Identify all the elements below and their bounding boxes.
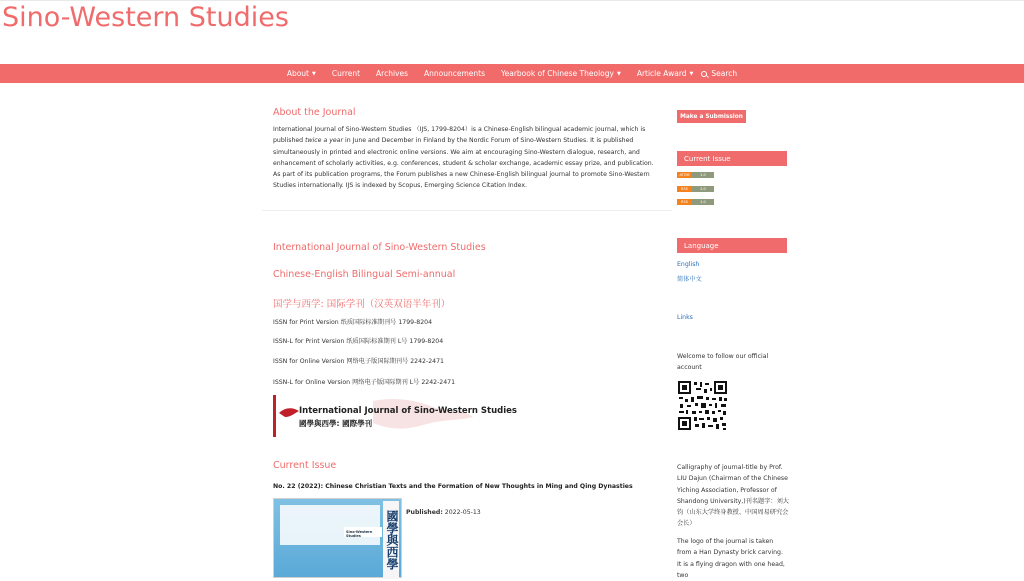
issue-title-link[interactable]: No. 22 (2022): Chinese Christian Texts and the Formation of New Thoughts in Ming and Qing Dynasties xyxy=(273,483,633,490)
rss1-feed-left: RSS xyxy=(677,199,692,205)
nav-announcements-label: Announcements xyxy=(424,69,486,78)
about-text-part-2: in June and December in Finland by the Nordic Forum of Sino-Western Studies. It is published simultaneously in printed and electronic online versions. We aim at encouraging Sino-Western dialogue, research, and enhancement of scholarly activities, e.g. conferences, student & scholar exchange, academic essay prize, and publication. As part of its publication programs, the Forum publishes a new Chinese-English bilingual journal to promote Sino-Western Studies internationally. IJS is indexed by Scopus, Emerging Science Citation Index. xyxy=(273,137,654,190)
semi-annual-heading: Chinese-English Bilingual Semi-annual xyxy=(273,269,456,280)
chevron-down-icon: ▼ xyxy=(689,70,694,77)
cover-chinese-title: 國學與西學 xyxy=(383,501,399,579)
banner-title-en: International Journal of Sino-Western Studies xyxy=(299,406,517,416)
published-label: Published: xyxy=(406,509,443,516)
qr-code-icon xyxy=(677,380,728,431)
atom-feed-right: 1.0 xyxy=(692,172,714,178)
rss1-feed-right: 1.0 xyxy=(692,199,714,205)
issue-cover-image[interactable] xyxy=(273,498,402,578)
make-submission-button[interactable]: Make a Submission xyxy=(677,110,746,123)
language-block-head: Language xyxy=(677,238,787,253)
search-icon xyxy=(701,71,707,77)
about-text xyxy=(273,124,663,192)
calligraphy-text: Calligraphy of journal-title by Prof. LIU Dajun (Chairman of the Chinese Yiching Association, Professor of Shandong University,)刊名题字：刘大钧（山东大学终身教授、中国周易研究会会长） xyxy=(677,464,789,528)
main-navbar xyxy=(0,64,1024,83)
issn-online: ISSN for Online Version 网络电子版国际期刊号 2242-2471 xyxy=(273,358,444,365)
journal-banner xyxy=(273,395,517,437)
nav-yearbook-label: Yearbook of Chinese Theology xyxy=(501,69,614,78)
issn-l-print: ISSN-L for Print Version 纸质国际标准期刊 L号 1799-8204 xyxy=(273,338,444,345)
top-rule xyxy=(0,0,1024,1)
about-heading: About the Journal xyxy=(273,107,356,118)
about-text-emphasis: twice a year xyxy=(305,137,344,145)
rss2-feed-right: 2.0 xyxy=(692,186,714,192)
logo-description-text: The logo of the journal is taken from a Han Dynasty brick carving. It is a flying dragon with one head, two xyxy=(677,538,785,579)
journal-name-heading: International Journal of Sino-Western Studies xyxy=(273,242,486,253)
rss1-feed-badge[interactable] xyxy=(677,199,714,205)
nav-current[interactable] xyxy=(324,69,368,78)
links-link[interactable]: Links xyxy=(677,314,693,321)
nav-article-award[interactable] xyxy=(629,69,702,78)
rss2-feed-badge[interactable] xyxy=(677,186,714,192)
site-title[interactable]: Sino-Western Studies xyxy=(2,2,289,33)
nav-archives-label: Archives xyxy=(376,69,409,78)
nav-yearbook[interactable] xyxy=(493,69,629,78)
nav-article-award-label: Article Award xyxy=(636,69,687,78)
banner-title-zh: 國學與西學: 國際學刊 xyxy=(299,419,373,428)
atom-feed-left: ATOM xyxy=(677,172,692,178)
chevron-down-icon: ▼ xyxy=(616,70,621,77)
section-divider xyxy=(262,210,672,211)
nav-archives[interactable] xyxy=(368,69,416,78)
issn-l-online: ISSN-L for Online Version 网络电子版国际期刊 L号 2242-2471 xyxy=(273,379,456,386)
nav-current-label: Current xyxy=(331,69,361,78)
published-value: 2022-05-13 xyxy=(444,509,481,516)
rss2-feed-left: RSS xyxy=(677,186,692,192)
issn-print: ISSN for Print Version 纸质国际标准期刊号 1799-8204 xyxy=(273,319,433,326)
cover-text: Sino-Western Studies xyxy=(344,527,382,537)
about-section xyxy=(273,100,663,192)
chevron-down-icon: ▼ xyxy=(312,70,316,77)
current-issue-block-head: Current Issue xyxy=(677,151,787,166)
nav-search[interactable] xyxy=(701,69,745,78)
published-date xyxy=(406,509,481,516)
language-english-link[interactable]: English xyxy=(677,261,700,268)
nav-announcements[interactable] xyxy=(416,69,493,78)
current-issue-heading: Current Issue xyxy=(273,460,337,471)
chinese-title-heading: 国学与西学: 国际学刊（汉英双语半年刊） xyxy=(273,299,451,310)
nav-search-label: Search xyxy=(711,69,738,78)
atom-feed-badge[interactable] xyxy=(677,172,714,178)
dragon-logo-icon xyxy=(273,395,517,437)
language-chinese-link[interactable]: 简体中文 xyxy=(677,276,702,283)
about-text-part-1: International Journal of Sino-Western Studies （IJS, 1799-8204）is a Chinese-English bilingual academic journal, which is published xyxy=(273,126,646,145)
nav-about-label: About xyxy=(286,69,310,78)
nav-about[interactable] xyxy=(279,69,324,78)
follow-account-text: Welcome to follow our official account xyxy=(677,353,769,372)
